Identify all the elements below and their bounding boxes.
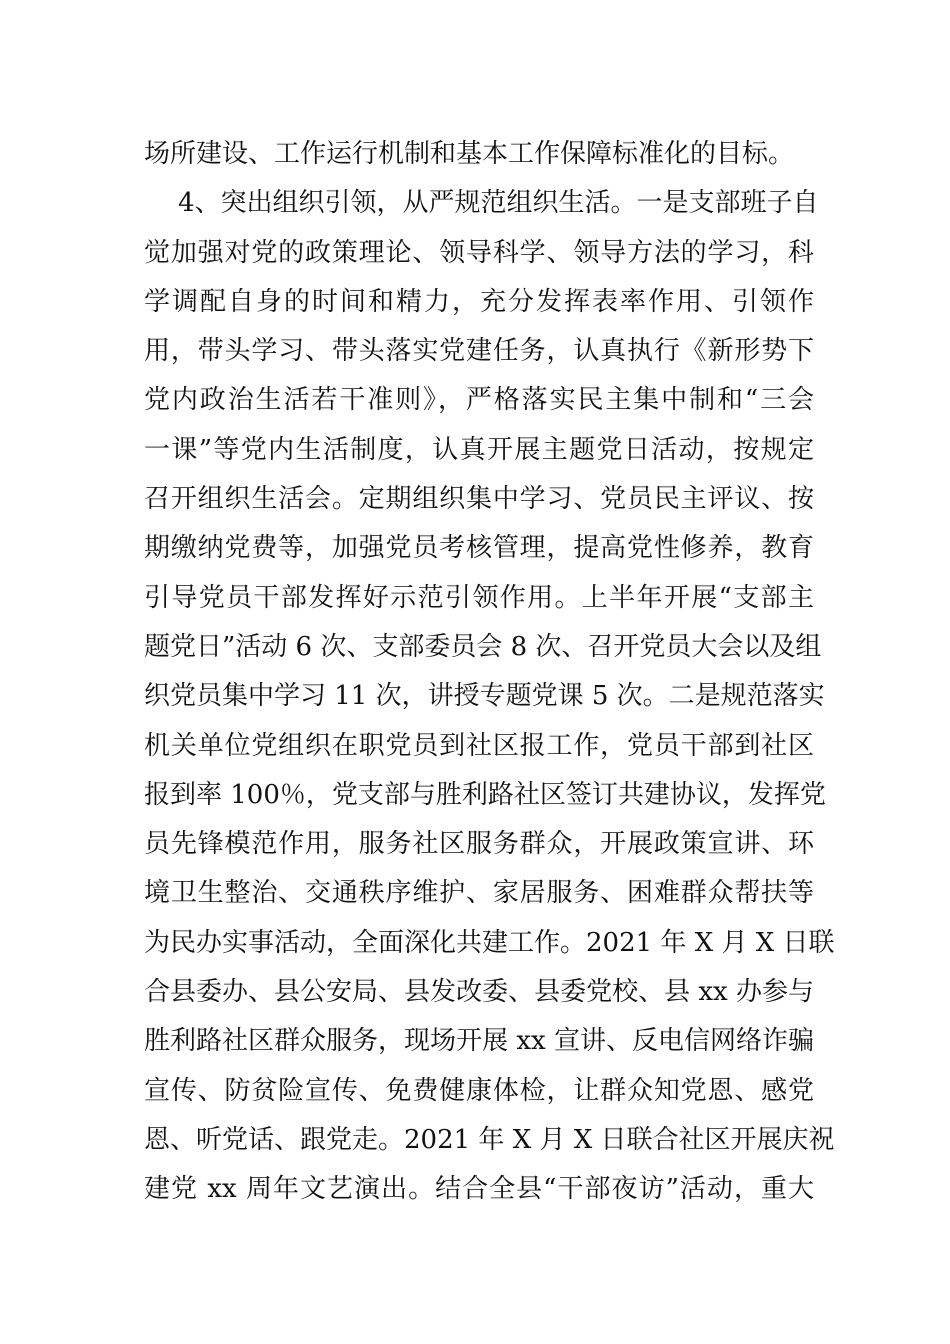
text-line: 觉加强对党的政策理论、领导科学、领导方法的学习，科 [144, 237, 814, 268]
text-line: 境卫生整治、交通秩序维护、家居服务、困难群众帮扶等 [144, 878, 814, 909]
text-line: 题党日”活动 6 次、支部委员会 8 次、召开党员大会以及组 [144, 631, 822, 662]
text-line: 胜利路社区群众服务，现场开展 xx 宣讲、反电信网络诈骗 [144, 1026, 814, 1057]
text-line: 引导党员干部发挥好示范引领作用。上半年开展“支部主 [144, 582, 814, 613]
text-line: 机关单位党组织在职党员到社区报工作，党员干部到社区 [144, 730, 814, 761]
text-line: 党内政治生活若干准则》，严格落实民主集中制和“三会 [144, 385, 814, 416]
text-line: 用，带头学习、带头落实党建任务，认真执行《新形势下 [144, 336, 814, 367]
text-line: 一课”等党内生活制度，认真开展主题党日活动，按规定 [144, 434, 814, 465]
text-line: 恩、听党话、跟党走。2021 年 X 月 X 日联合社区开展庆祝 [144, 1124, 835, 1155]
text-line: 召开组织生活会。定期组织集中学习、党员民主评议、按 [144, 484, 814, 515]
text-line: 合县委办、县公安局、县发改委、县委党校、县 xx 办参与 [144, 977, 814, 1008]
text-line: 建党 xx 周年文艺演出。结合全县“干部夜访”活动，重大 [144, 1174, 814, 1205]
text-line: 学调配自身的时间和精力，充分发挥表率作用、引领作 [144, 286, 814, 317]
text-line: 织党员集中学习 11 次，讲授专题党课 5 次。二是规范落实 [144, 681, 825, 712]
text-line: 宣传、防贫险宣传、免费健康体检，让群众知党恩、感党 [144, 1075, 814, 1106]
text-line: 员先锋模范作用，服务社区服务群众，开展政策宣讲、环 [144, 829, 814, 860]
text-line: 期缴纳党费等，加强党员考核管理，提高党性修养，教育 [144, 533, 814, 564]
text-line: 场所建设、工作运行机制和基本工作保障标准化的目标。 [144, 139, 795, 169]
text-line: 为民办实事活动，全面深化共建工作。2021 年 X 月 X 日联 [144, 927, 835, 958]
body-text [144, 130, 835, 1215]
text-line: 4、突出组织引领，从严规范组织生活。一是支部班子自 [178, 188, 819, 219]
text-line: 报到率 100％，党支部与胜利路社区签订共建协议，发挥党 [144, 779, 826, 810]
